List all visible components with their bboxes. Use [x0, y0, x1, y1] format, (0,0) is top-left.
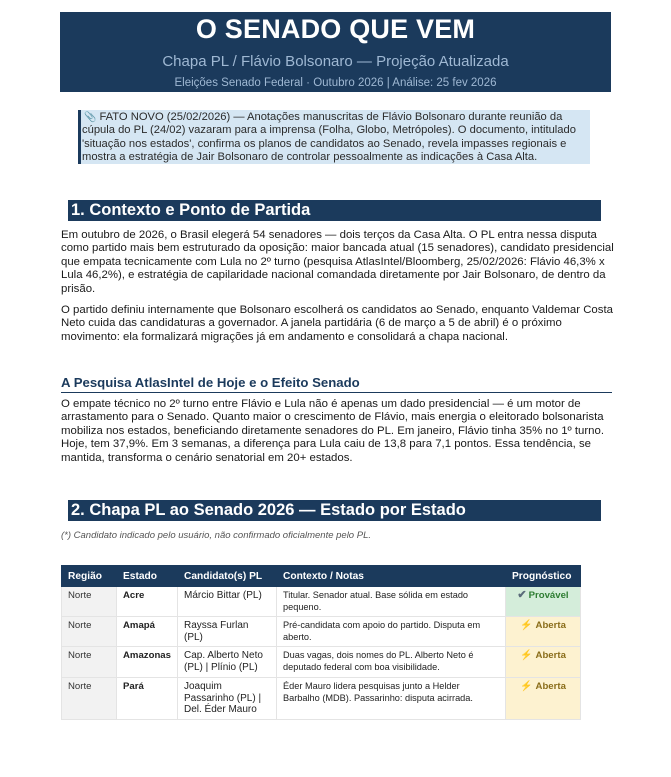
subsection-paragraph: O empate técnico no 2º turno entre Flávio e Lula não é apenas um dado presidencial — é um motor de arrastamento para o Senado. Quanto maior o crescimento de Flávio, mais energia o eleitorado bolsonarista mobiliza nos estados, beneficiando diretamente senadores do PL. Em janeiro, Flávio tinha 35% no 1º turno. Hoje, tem 37,9%. Em 3 semanas, a diferença para Lula caiu de 13,8 para 7,1 pontos. Essa tendência, se mantida, transforma o cenário senatorial em 20+ estados.: [61, 398, 605, 464]
subsection-heading: A Pesquisa AtlasIntel de Hoje e o Efeito Senado: [61, 375, 612, 393]
prognostico-label: Provável: [528, 590, 569, 601]
cell-candidatos: Joaquim Passarinho (PL) | Del. Éder Mauro: [177, 678, 276, 720]
cell-candidatos: Rayssa Furlan (PL): [177, 617, 276, 647]
senate-slate-table: [61, 565, 581, 720]
table-row: [62, 647, 581, 678]
prognostico-label: Aberta: [535, 620, 566, 631]
column-header-contexto: Contexto / Notas: [276, 566, 505, 587]
section-heading-1: 1. Contexto e Ponto de Partida: [68, 200, 601, 221]
cell-prognostico: [505, 617, 580, 647]
cell-contexto: Duas vagas, dois nomes do PL. Alberto Neto é deputado federal com boa visibilidade.: [276, 647, 505, 678]
page-subtitle: Chapa PL / Flávio Bolsonaro — Projeção Atualizada: [162, 53, 509, 70]
column-header-estado: Estado: [117, 566, 178, 587]
section1-paragraph-1: Em outubro de 2026, o Brasil elegerá 54 senadores — dois terços da Casa Alta. O PL entra nessa disputa como partido mais bem estruturado da oposição: maior bancada atual (15 senadores), candidato presidencial que empata tecnicamente com Lula no 2º turno (pesquisa AtlasIntel/Bloomberg, 25/02/2026: Flávio 46,3% x Lula 46,2%), e estratégia de capilaridade nacional comandada diretamente por Jair Bolsonaro, de dentro da prisão.: [61, 229, 614, 295]
lightning-icon: ⚡: [520, 650, 533, 661]
column-header-prognostico: Prognóstico: [505, 566, 580, 587]
cell-candidatos: Márcio Bittar (PL): [177, 587, 276, 617]
cell-regiao: Norte: [62, 647, 117, 678]
newspaper-icon: 📎: [84, 112, 97, 123]
cell-regiao: Norte: [62, 678, 117, 720]
cell-candidatos: Cap. Alberto Neto (PL) | Plínio (PL): [177, 647, 276, 678]
cell-contexto: Éder Mauro lidera pesquisas junto a Helder Barbalho (MDB). Passarinho: disputa acirrada.: [276, 678, 505, 720]
cell-estado: Amazonas: [117, 647, 178, 678]
footnote: (*) Candidato indicado pelo usuário, não confirmado oficialmente pelo PL.: [61, 530, 371, 541]
cell-contexto: Pré-candidata com apoio do partido. Disputa em aberto.: [276, 617, 505, 647]
cell-estado: Amapá: [117, 617, 178, 647]
lightning-icon: ⚡: [520, 620, 533, 631]
title-banner: [60, 12, 611, 92]
table-row: [62, 587, 581, 617]
prognostico-label: Aberta: [535, 650, 566, 661]
cell-contexto: Titular. Senador atual. Base sólida em estado pequeno.: [276, 587, 505, 617]
cell-regiao: Norte: [62, 587, 117, 617]
prognostico-label: Aberta: [535, 681, 566, 692]
section1-paragraph-2: O partido definiu internamente que Bolsonaro escolherá os candidatos ao Senado, enquanto Valdemar Costa Neto cuida das candidaturas a governador. A janela partidária (6 de março a 5 de abril) é o próximo movimento: ela formalizará migrações já em andamento e consolidará a chapa nacional.: [61, 304, 613, 343]
column-header-regiao: Região: [62, 566, 117, 587]
column-header-candidatos: Candidato(s) PL: [177, 566, 276, 587]
table-row: [62, 617, 581, 647]
news-callout: [78, 110, 590, 164]
page-title: O SENADO QUE VEM: [195, 14, 476, 44]
cell-prognostico: [505, 587, 580, 617]
cell-regiao: Norte: [62, 617, 117, 647]
cell-prognostico: [505, 647, 580, 678]
cell-estado: Acre: [117, 587, 178, 617]
checkmark-icon: ✔: [517, 589, 527, 601]
page-meta: Eleições Senado Federal · Outubro 2026 | Análise: 25 fev 2026: [174, 77, 497, 89]
section-heading-2: 2. Chapa PL ao Senado 2026 — Estado por Estado: [68, 500, 601, 521]
cell-prognostico: [505, 678, 580, 720]
table-row: [62, 678, 581, 720]
lightning-icon: ⚡: [520, 681, 533, 692]
callout-text: FATO NOVO (25/02/2026) — Anotações manuscritas de Flávio Bolsonaro durante reunião da cúpula do PL (24/02) vazaram para a imprensa (Folha, Globo, Metrópoles). O documento, intitulado 'situação nos estados', confirma os planos de candidatos ao Senado, revela impasses regionais e mostra a estratégia de Jair Bolsonaro de controlar pessoalmente as indicações à Casa Alta.: [82, 111, 576, 163]
table-header-row: [62, 566, 581, 587]
cell-estado: Pará: [117, 678, 178, 720]
